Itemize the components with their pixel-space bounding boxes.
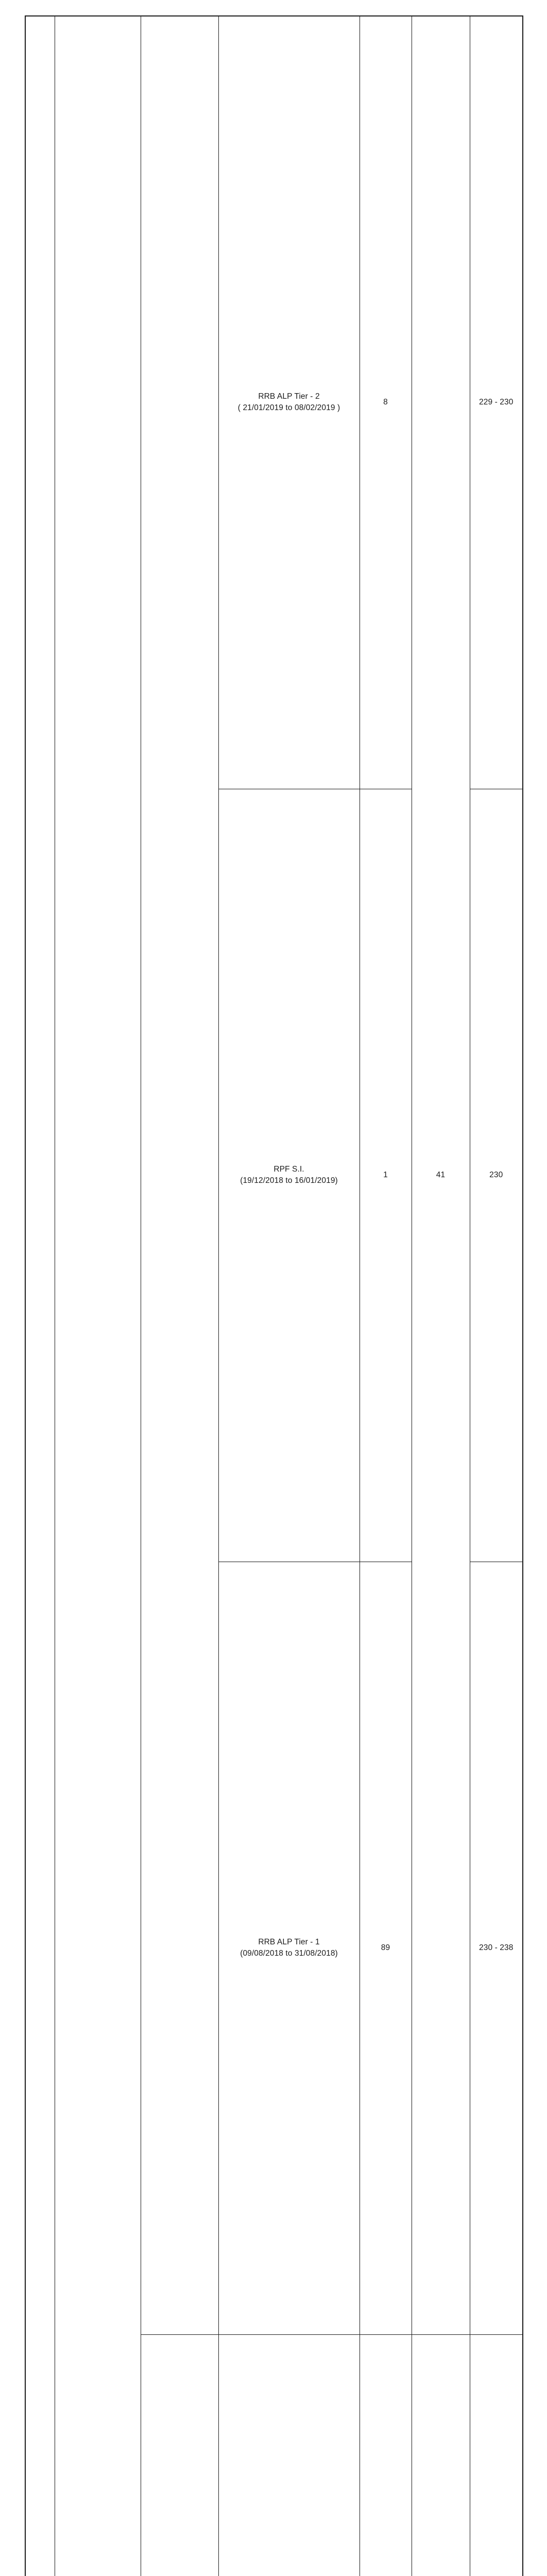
- exam-dates: (09/08/2018 to 31/08/2018): [240, 1949, 338, 1958]
- cell-exam: [218, 2334, 360, 2576]
- cell-content-type: [141, 16, 218, 2334]
- cell-serial-number: [25, 16, 55, 2576]
- exam-name: RPF S.I.: [274, 1164, 304, 1174]
- cell-exam: [218, 789, 360, 1562]
- contents-table: [25, 15, 523, 2576]
- table-row: [25, 16, 523, 789]
- cell-page-range: [470, 2334, 523, 2576]
- cell-page-range: 230: [470, 789, 523, 1562]
- cell-page-range: 230 - 238: [470, 1562, 523, 2334]
- exam-name: RRB ALP Tier - 1: [258, 1937, 320, 1946]
- exam-dates: ( 21/01/2019 to 08/02/2019 ): [237, 403, 340, 413]
- contents-table-wrapper: [25, 15, 522, 2576]
- cell-topic-name: [55, 16, 141, 2576]
- cell-question-count: 89: [360, 1562, 412, 2334]
- cell-video-number: 41: [412, 16, 470, 2334]
- cell-video-number: [412, 2334, 470, 2576]
- exam-dates: (19/12/2018 to 16/01/2019): [240, 1176, 338, 1185]
- exam-name: RRB ALP Tier - 2: [258, 392, 320, 401]
- cell-question-count: [360, 2334, 412, 2576]
- cell-exam: [218, 1562, 360, 2334]
- cell-exam: [218, 16, 360, 789]
- cell-question-count: 8: [360, 16, 412, 789]
- cell-question-count: 1: [360, 789, 412, 1562]
- cell-content-type: [141, 2334, 218, 2576]
- cell-page-range: 229 - 230: [470, 16, 523, 789]
